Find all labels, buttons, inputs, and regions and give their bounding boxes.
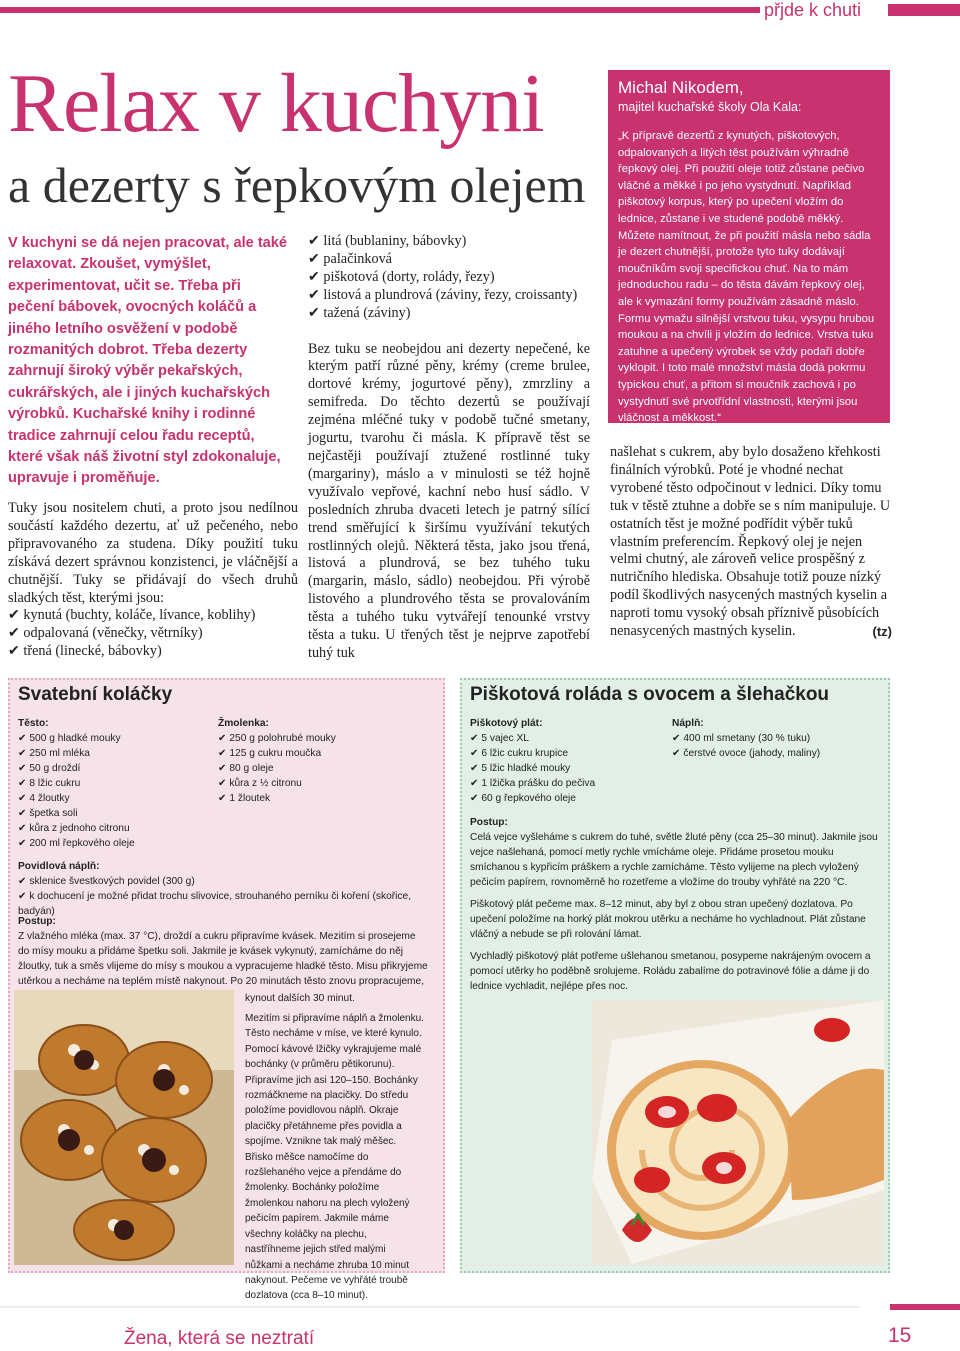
- ingredient: ✔ 4 žloutky: [18, 793, 70, 804]
- method-text: Mezitím si připravíme náplň a žmolenku. Těsto necháme v míse, ve které kynulo. Pomocí kávové lžičky vykrajujeme malé bochánky (v průměru pětikorunu). Připravíme jich asi 120–150. Bochánky rozmáčkneme na placičky. Do středu položíme povidlovou náplň. Okraje placičky přetáhneme přes povidla a spojíme. Vznikne tak malý měšec. Břisko měšce namočíme do rozšlehaného vejce a přendáme do žmolenky. Bochánky položíme žmolenkou nahoru na plech vyložený pečicím papírem. Jakmile máme všechny koláčky na plechu, nastříhneme jejich střed malými nůžkami a necháme zhruba 10 minut nakynout. Pečeme ve vyhřáté troubě dozlatova (cca 8–10 minut).: [245, 1013, 424, 1302]
- header-accent-bar: [888, 4, 960, 16]
- article-title: Relax v kuchyni: [8, 57, 544, 150]
- ingredients-label: Piškotový plát:: [470, 718, 543, 729]
- ingredients-sponge: [470, 716, 660, 806]
- ingredients-filling: [18, 859, 438, 919]
- ingredient: ✔ k dochucení je možné přidat trochu slivovice, strouhaného perníku či koření (skořice, badyán): [18, 891, 412, 917]
- quote-author-role: majitel kuchařské školy Ola Kala:: [618, 100, 802, 114]
- recipe-title: Svatební koláčky: [18, 684, 173, 705]
- magazine-name: Žena, která se neztratí: [124, 1328, 315, 1349]
- footer-accent-bar: [890, 1304, 960, 1310]
- ingredient: ✔ 50 g droždí: [18, 763, 81, 774]
- ingredients-label: Náplň:: [672, 718, 704, 729]
- ingredient: ✔ 500 g hladké mouky: [18, 733, 121, 744]
- ingredient: ✔ 250 ml mléka: [18, 748, 90, 759]
- photo-sponge-roll: [592, 1000, 884, 1264]
- ingredient: ✔ 1 žloutek: [218, 793, 271, 804]
- author-initials: (tz): [872, 624, 892, 640]
- method-text: kynout dalších 30 minut.: [245, 993, 355, 1004]
- quote-author: Michal Nikodem,: [618, 78, 744, 97]
- list-item: ✔ třená (linecké, bábovky): [8, 643, 162, 660]
- ingredient: ✔ špetka soli: [18, 808, 78, 819]
- ingredients-label: Povidlová náplň:: [18, 861, 100, 872]
- list-item: ✔ palačinková: [308, 250, 392, 267]
- footer-rule: [0, 1306, 860, 1308]
- ingredients-label: Těsto:: [18, 718, 49, 729]
- body-paragraph: Tuky jsou nositelem chuti, a proto jsou nedílnou součástí každého dezertu, ať už pečeného, nebo připravovaného za studena. Díky použití tuku získává dezert správnou konzistenci, je vláčnější a chutnější. Tuky se přidávají do všech druhů sladkých těst, kterými jsou:: [8, 500, 298, 606]
- ingredient: ✔ čerstvé ovoce (jahody, maliny): [672, 748, 821, 759]
- ingredient: ✔ 6 lžic cukru krupice: [470, 748, 568, 759]
- article-subtitle: a dezerty s řepkovým olejem: [8, 157, 586, 213]
- quote-box: [608, 70, 890, 423]
- ingredient: ✔ kůra z ½ citronu: [218, 778, 302, 789]
- quote-text: „K přípravě dezertů z kynutých, piškotových, odpalovaných a litých těst používám výhradně řepkový olej. Při použití oleje totiž zůstane pečivo vláčné a měkké i po jeho vystydnutí. Například piškotový korpus, který po upečení vložím do lednice, zůstane i ve studené podobě měkký. Můžete namítnout, že při použití másla nebo sádla je dezert chutnější, protože tyto tuky dodávají moučníkům svoji specifickou chuť. Na to mám jednoduchou radu – do těsta dávám řepkový olej, ale k vymazání formy používám zásadně máslo. Formu vymažu silnější vrstvou tuku, vysypu hrubou moukou a na chvíli ji vložím do lednice. Vrstva tuku zatuhne a upečený výrobek se vždy podaří dobře vyklopit. I toto malé množství másla dodá pokrmu typickou chuť, a přitom si moučník zachová i po vystydnutí své prvotřídní vlastnosti, kterými jsou vláčnost a měkkost.“: [618, 130, 875, 425]
- ingredient: ✔ 5 vajec XL: [470, 733, 529, 744]
- ingredient: ✔ 400 ml smetany (30 % tuku): [672, 733, 811, 744]
- ingredients-dough: [18, 716, 208, 851]
- ingredient: ✔ 80 g oleje: [218, 763, 274, 774]
- list-item: ✔ piškotová (dorty, rolády, řezy): [308, 268, 495, 285]
- page-number: 15: [888, 1324, 912, 1347]
- header-rule: [0, 7, 760, 13]
- method-text: Piškotový plát pečeme max. 8–12 minut, aby byl z obou stran upečený dozlatova. Po upečení položíme na horký plát mokrou utěrku a necháme ho vychladnout. Plát zůstane vláčný a nebude se při rolování lámat.: [470, 899, 866, 940]
- list-item: ✔ listová a plundrová (záviny, řezy, croissanty): [308, 286, 578, 303]
- recipe-title: Piškotová roláda s ovocem a šlehačkou: [470, 684, 830, 705]
- list-item: ✔ odpalovaná (věnečky, větrníky): [8, 625, 203, 642]
- ingredient: ✔ sklenice švestkových povidel (300 g): [18, 876, 195, 887]
- ingredients-crumble: [218, 716, 418, 806]
- body-paragraph: našlehat s cukrem, aby bylo dosaženo křehkosti finálních výrobků. Poté je vhodné nechat vyrobené těsto odpočinout v lednici. Díky tomu tuk v těstě ztuhne a dobře se s ním manipuluje. U ostatních těst je možné podřídit výběr tuků vlastním preferencím. Řepkový olej je nejen velmi chutný, ale zároveň velice prospěšný z nutričního hlediska. Obsahuje totiž pouze nízký podíl škodlivých nasycených mastných kyselin a naproti tomu vysoký obsah příznivě působících nenasycených mastných kyselin.: [610, 444, 891, 640]
- body-column-1: [8, 500, 298, 661]
- ingredients-label: Žmolenka:: [218, 718, 269, 729]
- list-item: ✔ litá (bublaniny, bábovky): [308, 233, 467, 249]
- body-paragraph: Bez tuku se neobejdou ani dezerty nepečené, ke kterým patří různé pěny, krémy (creme brulee, dortové krémy, jogurtové pěny), zmrzliny a semifreda. Do těchto dezertů se používají zejména mléčné tuky v podobě tučné smetany, jogurtu, tvarohu či másla. K přípravě těst se nejčastěji používají ztužené rostlinné tuky (margariny), máslo a v minulosti se též hojně využívalo vepřové, kachní nebo husí sádlo. V posledních zhruba dvaceti letech je patrný sílící trend směřující k širšímu využívání tekutých rostlinných olejů. Některá těsta, jako jsou třená, listová a plundrová, se bez tuhého tuku (margarin, máslo, sádlo) neobejdou. Při výrobě listového a plundrového těsta se provalováním těsta a tuhého tuku vytvářejí tenounké vrstvy těsta a tuku. U třených těst je nejprve zapotřebí tuhý tuk: [308, 340, 590, 661]
- ingredients-filling: [672, 716, 882, 761]
- ingredient: ✔ 5 lžic hladké mouky: [470, 763, 571, 774]
- list-item: ✔ kynutá (buchty, koláče, lívance, koblihy): [8, 607, 256, 624]
- method-block: [470, 815, 880, 994]
- ingredient: ✔ 1 lžička prášku do pečiva: [470, 778, 596, 789]
- ingredient: ✔ 8 lžic cukru: [18, 778, 81, 789]
- body-column-3: [610, 444, 892, 641]
- ingredient: ✔ 60 g řepkového oleje: [470, 793, 576, 804]
- ingredient: ✔ 250 g polohrubé mouky: [218, 733, 336, 744]
- body-column-2: [308, 233, 590, 663]
- photo-wedding-cakes: [14, 990, 234, 1265]
- ingredient: ✔ kůra z jednoho citronu: [18, 823, 130, 834]
- method-text: Z vlažného mléka (max. 37 °C), droždí a cukru připravíme kvásek. Mezitím si prosejeme do mísy mouku a přidáme špetku soli. Jakmile je kvásek vykynutý, zamícháme do něj žloutky, tuk a směs vlijeme do mísy s moukou a vypracujeme hladké těsto. Misu přikryjeme utěrkou a necháme na teplém místě nakynout. Po 20 minutách těsto znovu propracujeme,: [18, 931, 428, 987]
- method-label: Postup:: [18, 916, 56, 927]
- list-item: ✔ tažená (záviny): [308, 304, 411, 321]
- intro-paragraph: V kuchyni se dá nejen pracovat, ale také relaxovat. Zkoušet, vymýšlet, experimentovat, učit se. Třeba při pečení bábovek, ovocných koláčů a jiného letního osvěžení v podobě rozmanitých dobrot. Třeba dezerty zahrnují široký výběr pekařských, cukrářských, ale i jiných kuchařských výrobků. Kuchařské knihy i rodinné tradice zahrnují celou řadu receptů, které však náš životní styl zdokonaluje, upravuje i proměňuje.: [8, 235, 288, 487]
- method-label: Postup:: [470, 817, 508, 828]
- method-text: Vychladlý piškotový plát potřeme ušlehanou smetanou, posypeme nakrájeným ovocem a pomocí utěrky ho poděbně srolujeme. Roládu zabalíme do potravinové fólie a dáme ji do lednice vychladit, nejlépe přes noc.: [470, 951, 871, 992]
- ingredient: ✔ 125 g cukru moučka: [218, 748, 322, 759]
- section-label: přjde k chuti: [764, 0, 862, 20]
- method-text: Celá vejce vyšleháme s cukrem do tuhé, světle žluté pěny (cca 25–30 minut). Jakmile jsou vejce našlehaná, pomocí metly rychle vmícháme oleje. Přidáme prosetou mouku smíchanou s kypřicím práškem a rychle zamícháme. Těsto vylijeme na plech vyložený pečicím papírem, rovnoměrně ho rozetřeme a vložíme do trouby vyhřáté na 220 °C.: [470, 832, 878, 888]
- ingredient: ✔ 200 ml řepkového oleje: [18, 838, 135, 849]
